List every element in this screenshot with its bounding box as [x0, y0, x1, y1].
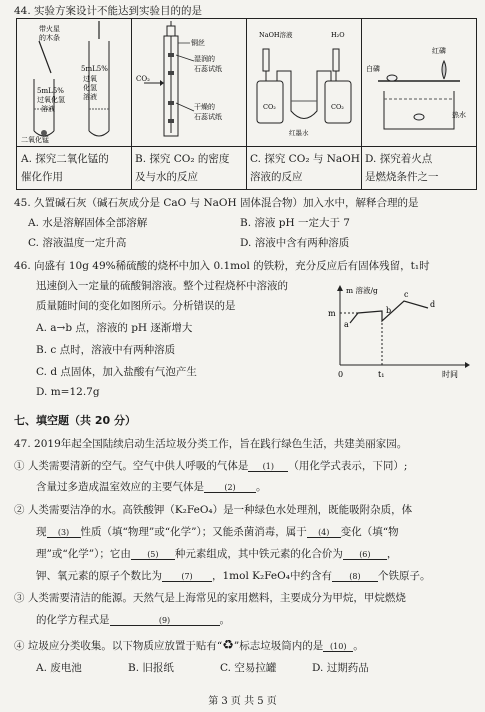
q47-option-a: A. 废电池: [36, 662, 82, 674]
svg-text:石蕊试纸: 石蕊试纸: [194, 65, 222, 73]
blank-2[interactable]: (2): [204, 483, 256, 493]
q47-part1-line2: 含量过多造成温室效应的主要气体是 (2) 。: [36, 481, 267, 493]
q45-option-b: B. 溶液 pH 一定大于 7: [240, 217, 350, 229]
svg-text:CO₂: CO₂: [331, 103, 344, 111]
option-b-line1: B. 探究 CO₂ 的密度: [135, 153, 230, 165]
q47-part3-line1: ③ 人类需要清洁的能源。天然气是上海常见的家用燃料，主要成分为甲烷，甲烷燃烧: [14, 592, 406, 604]
q47-part3-line2: 的化学方程式是 (9) 。: [36, 614, 230, 626]
blank-8[interactable]: (8): [332, 572, 378, 582]
blank-6[interactable]: (6): [343, 550, 387, 560]
figure-c-co2-naoh: [249, 21, 359, 143]
q46-mass-time-graph: [320, 283, 470, 383]
section-title: 七、填空题（共 20 分）: [14, 414, 136, 427]
q45-option-a: A. 水是溶解固体全部溶解: [28, 217, 148, 229]
q47-part1-line1: ① 人类需要清新的空气。空气中供人呼吸的气体是 (1) （用化学式表示，下同）;: [14, 460, 408, 472]
option-b-line2: 及与水的反应: [135, 171, 198, 183]
blank-9[interactable]: (9): [110, 616, 220, 626]
option-a-line1: A. 探究二氧化锰的: [21, 153, 109, 165]
svg-text:CO₂: CO₂: [263, 103, 276, 111]
option-c-line2: 溶液的反应: [250, 171, 303, 183]
svg-text:过氧: 过氧: [83, 75, 97, 83]
svg-text:溶液: 溶液: [41, 105, 55, 113]
q46-option-c: C. d 点固体，加入盐酸有气泡产生: [36, 366, 197, 378]
svg-text:红磷: 红磷: [432, 47, 446, 55]
blank-1[interactable]: (1): [248, 462, 288, 472]
svg-text:H₂O: H₂O: [331, 31, 345, 39]
svg-text:石蕊试纸: 石蕊试纸: [194, 113, 222, 121]
svg-text:t₁: t₁: [378, 370, 385, 379]
q45-option-c: C. 溶液温度一定升高: [28, 237, 127, 249]
figure-b-co2-density: [134, 21, 244, 143]
q46-stem-line2: 迅速倒入一定量的硫酸铜溶液。整个过程烧杯中溶液的: [36, 280, 288, 292]
svg-text:b: b: [386, 306, 392, 315]
q44-stem: 44. 实验方案设计不能达到实验目的的是: [14, 5, 203, 17]
recycle-icon: ♻: [222, 638, 234, 653]
q47-part2-line3: 理”或“化学”）；它由 (5) 种元素组成，其中铁元素的化合价为 (6) ，: [36, 548, 398, 560]
q46-option-a: A. a→b 点，溶液的 pH 逐渐增大: [36, 322, 193, 334]
option-a-line2: 催化作用: [21, 171, 63, 183]
page-footer: 第 3 页 共 5 页: [208, 696, 277, 707]
q45-option-d: D. 溶液中含有两种溶质: [240, 237, 350, 249]
svg-text:c: c: [404, 290, 409, 299]
q46-option-d: D. m=12.7g: [36, 386, 100, 398]
svg-text:溶液: 溶液: [83, 93, 97, 101]
svg-text:a: a: [344, 320, 349, 329]
q47-stem: 47. 2019年起全国陆续启动生活垃圾分类工作，旨在践行绿色生活，共建美丽家园。: [14, 438, 408, 450]
q47-part2-line2: 现 (3) 性质（填“物理”或“化学”）；又能杀菌消毒，属于 (4) 变化（填“物: [36, 526, 399, 538]
svg-text:二氧化锰: 二氧化锰: [21, 136, 49, 143]
q47-option-b: B. 旧报纸: [128, 662, 174, 674]
q46-option-b: B. c 点时，溶液中有两种溶质: [36, 344, 176, 356]
q45-stem: 45. 久置碱石灰（碱石灰成分是 CaO 与 NaOH 固体混合物）加入水中，解释合理的是: [14, 197, 419, 209]
q47-part4-line1: ④ 垃圾应分类收集。以下物质应放置于贴有“♻”标志垃圾筒内的是 (10) 。: [14, 638, 364, 653]
option-d-line1: D. 探究着火点: [365, 153, 433, 165]
option-c-line1: C. 探究 CO₂ 与 NaOH: [250, 153, 360, 165]
svg-text:湿润的: 湿润的: [194, 55, 215, 63]
svg-text:m: m: [328, 309, 336, 318]
svg-text:过氧化氢: 过氧化氢: [37, 96, 65, 104]
svg-text:5mL5%: 5mL5%: [81, 65, 108, 73]
q44-table: [16, 18, 477, 190]
blank-10[interactable]: (10): [323, 642, 353, 652]
svg-text:5mL5%: 5mL5%: [37, 87, 64, 95]
fig-a-label: 带火星: [39, 25, 60, 33]
option-d-line2: 是燃烧条件之一: [365, 171, 439, 183]
figure-a-mno2-catalysis: [19, 21, 129, 143]
svg-text:热水: 热水: [452, 111, 466, 119]
figure-d-ignition-point: [364, 21, 474, 143]
svg-text:化氢: 化氢: [83, 84, 97, 92]
q47-part2-line4: 钾、氧元素的原子个数比为 (7) ，1mol K₂FeO₄中约含有 (8) 个铁原子。: [36, 570, 431, 582]
svg-text:时间: 时间: [442, 370, 458, 379]
q47-part2-line1: ② 人类需要洁净的水。高铁酸钾（K₂FeO₄）是一种绿色水处理剂，既能吸附杂质，体: [14, 504, 413, 516]
q47-option-c: C. 空易拉罐: [220, 662, 277, 674]
svg-text:干燥的: 干燥的: [194, 103, 215, 111]
svg-text:0: 0: [338, 370, 344, 379]
q46-stem-line3: 质量随时间的变化如图所示。分析错误的是: [36, 300, 236, 312]
svg-text:的木条: 的木条: [39, 34, 60, 42]
blank-7[interactable]: (7): [162, 572, 212, 582]
q47-option-d: D. 过期药品: [312, 662, 369, 674]
svg-text:红墨水: 红墨水: [289, 129, 309, 137]
svg-text:铜丝: 铜丝: [191, 39, 205, 47]
blank-4[interactable]: (4): [307, 528, 341, 538]
svg-text:NaOH溶液: NaOH溶液: [259, 31, 293, 39]
q46-stem-line1: 46. 向盛有 10g 49%稀硫酸的烧杯中加入 0.1mol 的铁粉，充分反应后有固体残留，t₁时: [14, 260, 430, 272]
blank-3[interactable]: (3): [47, 528, 81, 538]
svg-text:白磷: 白磷: [366, 65, 380, 73]
blank-5[interactable]: (5): [131, 550, 175, 560]
svg-text:d: d: [430, 300, 436, 309]
svg-text:CO₂: CO₂: [136, 75, 150, 83]
svg-text:m 溶液/g: m 溶液/g: [346, 286, 378, 295]
